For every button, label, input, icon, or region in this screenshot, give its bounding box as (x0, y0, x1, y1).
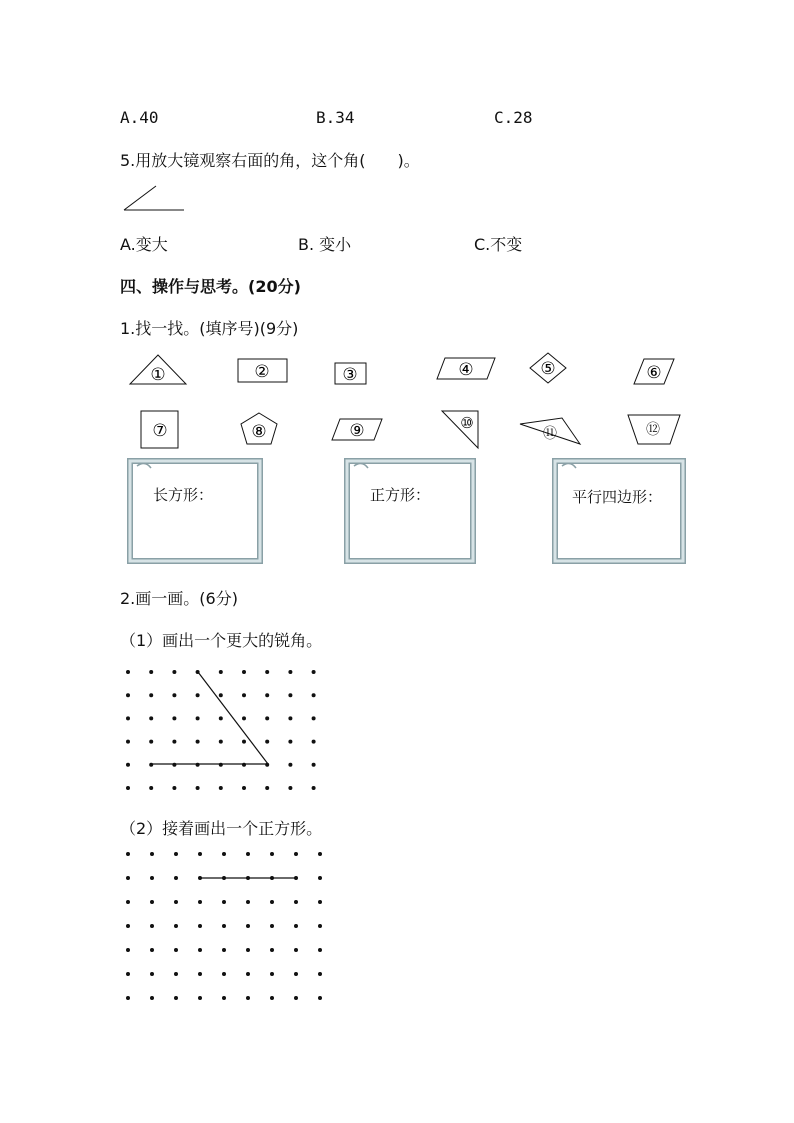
q4-option-b: B.34 (316, 108, 355, 127)
q4-option-c: C.28 (494, 108, 533, 127)
grid-dot[interactable] (196, 763, 200, 767)
square-answer-box[interactable] (344, 458, 476, 564)
grid-dot[interactable] (288, 670, 292, 674)
grid-dot[interactable] (318, 948, 322, 952)
grid-dot[interactable] (222, 852, 226, 856)
q5-option-c: C.不变 (474, 235, 523, 254)
grid-dot[interactable] (270, 852, 274, 856)
grid-dot[interactable] (174, 948, 178, 952)
grid-dot[interactable] (242, 716, 246, 720)
shape-2-label: ② (254, 362, 270, 382)
grid-dot[interactable] (126, 852, 130, 856)
q5-option-a: A.变大 (120, 235, 168, 254)
grid-dot[interactable] (174, 876, 178, 880)
grid-dot[interactable] (126, 786, 130, 790)
grid-dot[interactable] (318, 972, 322, 976)
square-box-label: 正方形： (370, 486, 431, 504)
grid-dot[interactable] (312, 763, 316, 767)
grid-dot[interactable] (126, 948, 130, 952)
grid-dot[interactable] (222, 972, 226, 976)
grid-dot[interactable] (294, 996, 298, 1000)
grid-dot[interactable] (198, 924, 202, 928)
grid-dot[interactable] (222, 948, 226, 952)
shape-6-label: ⑥ (646, 363, 662, 383)
grid-dot[interactable] (270, 972, 274, 976)
grid-dot[interactable] (246, 948, 250, 952)
grid-dot[interactable] (246, 996, 250, 1000)
grid-dot[interactable] (149, 716, 153, 720)
grid-dot[interactable] (149, 786, 153, 790)
grid-dot[interactable] (265, 693, 269, 697)
shape-5-rhombus (528, 352, 568, 384)
shape-2-rectangle (237, 358, 289, 384)
grid-dot[interactable] (219, 670, 223, 674)
grid-dot[interactable] (126, 716, 130, 720)
grid-dot[interactable] (222, 996, 226, 1000)
rectangle-answer-box[interactable] (127, 458, 263, 564)
grid-dot[interactable] (150, 972, 154, 976)
shape-10-label: ⑩ (460, 414, 474, 432)
grid-dot[interactable] (318, 900, 322, 904)
grid-dot[interactable] (172, 670, 176, 674)
grid-dot[interactable] (219, 693, 223, 697)
grid-dot[interactable] (312, 693, 316, 697)
grid-dot[interactable] (288, 716, 292, 720)
grid-dot[interactable] (126, 996, 130, 1000)
grid-dot[interactable] (126, 670, 130, 674)
shape-9-label: ⑨ (349, 421, 365, 441)
shape-4-parallelogram (435, 357, 497, 381)
grid-dot[interactable] (265, 740, 269, 744)
grid-dot[interactable] (219, 716, 223, 720)
q1-title: 1.找一找。(填序号)(9分) (120, 319, 299, 338)
grid-dot[interactable] (294, 924, 298, 928)
shape-12-label: ⑫ (646, 422, 660, 438)
bamboo-frame-icon (344, 458, 476, 564)
grid-dot[interactable] (174, 996, 178, 1000)
grid-dot[interactable] (242, 670, 246, 674)
grid-dot[interactable] (318, 876, 322, 880)
bamboo-frame-icon (127, 458, 263, 564)
grid-dot[interactable] (242, 786, 246, 790)
shape-5-label: ⑤ (540, 359, 556, 379)
shape-4-label: ④ (458, 360, 474, 380)
grid-dot[interactable] (196, 716, 200, 720)
grid-dot[interactable] (172, 763, 176, 767)
grid-dot[interactable] (312, 786, 316, 790)
grid-dot[interactable] (150, 996, 154, 1000)
q5-option-b: B. 变小 (298, 235, 352, 254)
shape-12-trapezoid (626, 414, 682, 446)
grid-dot[interactable] (265, 786, 269, 790)
grid-dot[interactable] (270, 948, 274, 952)
grid-dot[interactable] (198, 972, 202, 976)
grid-dot[interactable] (126, 924, 130, 928)
bamboo-frame-icon (552, 458, 686, 564)
grid-dot[interactable] (265, 716, 269, 720)
grid-dot[interactable] (288, 786, 292, 790)
grid-dot[interactable] (126, 900, 130, 904)
grid-dot[interactable] (222, 900, 226, 904)
grid-dot[interactable] (172, 740, 176, 744)
grid-dot[interactable] (288, 763, 292, 767)
grid-dot[interactable] (126, 693, 130, 697)
shape-11-triangle (518, 416, 582, 446)
shape-3-rectangle (334, 362, 368, 386)
grid-dot[interactable] (126, 740, 130, 744)
shape-7-square (140, 410, 180, 450)
grid-dot[interactable] (172, 786, 176, 790)
grid-dot[interactable] (219, 763, 223, 767)
grid-dot[interactable] (222, 924, 226, 928)
grid-dot[interactable] (270, 924, 274, 928)
grid-dot[interactable] (294, 852, 298, 856)
grid-dot[interactable] (174, 972, 178, 976)
grid-dot[interactable] (312, 670, 316, 674)
shape-10-triangle (440, 410, 480, 450)
rectangle-box-label: 长方形： (153, 486, 214, 504)
grid-dot[interactable] (318, 852, 322, 856)
grid-dot[interactable] (196, 740, 200, 744)
grid-dot[interactable] (149, 740, 153, 744)
grid-dot[interactable] (126, 972, 130, 976)
q5-question: 5.用放大镜观察右面的角，这个角( )。 (120, 151, 420, 170)
dot-grid-angle[interactable] (120, 664, 330, 794)
grid-dot[interactable] (312, 740, 316, 744)
grid-dot[interactable] (294, 900, 298, 904)
dot-grid-square[interactable] (120, 846, 330, 1006)
grid-dot[interactable] (149, 693, 153, 697)
grid-dot[interactable] (174, 852, 178, 856)
grid-dot[interactable] (149, 763, 153, 767)
grid-dot[interactable] (198, 900, 202, 904)
parallelogram-answer-box[interactable] (552, 458, 686, 564)
grid-dot[interactable] (294, 948, 298, 952)
grid-dot[interactable] (246, 852, 250, 856)
shape-1-triangle (128, 352, 188, 386)
grid-dot[interactable] (126, 763, 130, 767)
grid-dot[interactable] (174, 924, 178, 928)
q2-title: 2.画一画。(6分) (120, 589, 238, 608)
shape-7-label: ⑦ (152, 421, 168, 441)
grid-dot[interactable] (242, 693, 246, 697)
grid-dot[interactable] (150, 852, 154, 856)
q2-part1[interactable]: （1）画出一个更大的锐角。 (120, 631, 323, 650)
grid-dot[interactable] (150, 948, 154, 952)
grid-dot[interactable] (270, 996, 274, 1000)
grid-dot[interactable] (294, 972, 298, 976)
grid-dot[interactable] (246, 924, 250, 928)
grid-dot[interactable] (318, 996, 322, 1000)
grid-dot[interactable] (198, 948, 202, 952)
grid-dot[interactable] (198, 852, 202, 856)
shape-9-parallelogram (330, 418, 384, 442)
grid-dot[interactable] (219, 786, 223, 790)
grid-dot[interactable] (196, 693, 200, 697)
grid-dot[interactable] (318, 924, 322, 928)
grid-dot[interactable] (246, 900, 250, 904)
grid-dot[interactable] (172, 716, 176, 720)
grid-dot[interactable] (198, 996, 202, 1000)
grid-dot[interactable] (288, 693, 292, 697)
grid-dot[interactable] (242, 763, 246, 767)
shape-8-pentagon (239, 412, 279, 446)
shape-6-parallelogram (632, 358, 676, 386)
grid-dot[interactable] (149, 670, 153, 674)
grid-dot[interactable] (126, 876, 130, 880)
shape-11-label: ⑪ (543, 426, 557, 442)
grid-dot[interactable] (242, 740, 246, 744)
angle-figure (120, 184, 186, 214)
grid-dot[interactable] (219, 740, 223, 744)
shape-3-label: ③ (342, 365, 358, 385)
grid-dot[interactable] (270, 900, 274, 904)
grid-dot[interactable] (265, 670, 269, 674)
grid-dot[interactable] (312, 716, 316, 720)
grid-dot[interactable] (196, 786, 200, 790)
grid-dot[interactable] (150, 876, 154, 880)
shape-8-label: ⑧ (251, 422, 267, 442)
grid-dot[interactable] (150, 924, 154, 928)
q2-part2[interactable]: （2）接着画出一个正方形。 (120, 819, 323, 838)
grid-dot[interactable] (174, 900, 178, 904)
grid-dot[interactable] (150, 900, 154, 904)
shape-1-label: ① (150, 365, 166, 385)
grid-dot[interactable] (246, 972, 250, 976)
section4-title: 四、操作与思考。(20分) (120, 277, 301, 296)
q4-option-a: A.40 (120, 108, 159, 127)
grid-dot[interactable] (288, 740, 292, 744)
grid-dot[interactable] (172, 693, 176, 697)
parallelogram-box-label: 平行四边形： (572, 488, 663, 506)
